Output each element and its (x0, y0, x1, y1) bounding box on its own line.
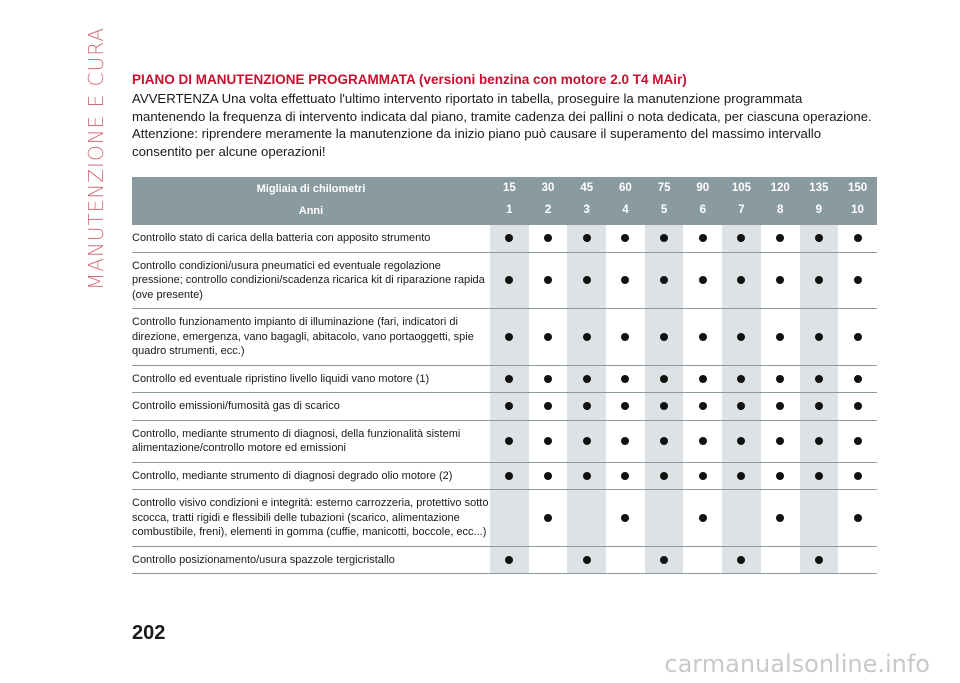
km-value: 75 (657, 182, 671, 194)
row-cell (645, 547, 684, 574)
table-body (132, 225, 877, 574)
check-dot-icon (699, 437, 707, 445)
row-cell (567, 547, 606, 574)
row-cell (683, 225, 722, 252)
row-cell (683, 366, 722, 393)
row-cell (722, 547, 761, 574)
check-dot-icon (621, 276, 629, 284)
check-dot-icon (660, 276, 668, 284)
check-dot-icon (699, 472, 707, 480)
check-dot-icon (737, 472, 745, 480)
check-dot-icon (621, 234, 629, 242)
check-dot-icon (660, 375, 668, 383)
row-cell (490, 463, 529, 490)
year-value: 8 (776, 204, 784, 216)
row-cell (800, 393, 839, 420)
row-cell (529, 253, 568, 309)
check-dot-icon (815, 402, 823, 410)
check-dot-icon (854, 276, 862, 284)
row-cell (800, 463, 839, 490)
row-cell (761, 309, 800, 365)
check-dot-icon (660, 556, 668, 564)
row-description: Controllo posizionamento/usura spazzole tergicristallo (132, 553, 395, 566)
row-cell (606, 547, 645, 574)
row-description: Controllo, mediante strumento di diagnosi, della funzionalità sistemi alimentazione/controllo motore ed emissioni (132, 427, 461, 454)
row-cell (645, 366, 684, 393)
year-value: 10 (851, 204, 864, 216)
check-dot-icon (737, 234, 745, 242)
header-column (529, 177, 568, 225)
row-cell (645, 393, 684, 420)
row-cell (800, 253, 839, 309)
row-cell (606, 463, 645, 490)
table-row (132, 309, 877, 366)
row-cell (722, 225, 761, 252)
year-value: 5 (660, 204, 668, 216)
warning-text: AVVERTENZA Una volta effettuato l'ultimo intervento riportato in tabella, proseguire la manutenzione programmata mantenendo la frequenza di intervento indicata dal piano, tramite cadenza dei pallini o nota dedicata, per ciascuna operazione. Attenzione: riprendere meramente la manutenzione da inizio piano può causare il superamento del massimo intervallo consentito per alcune operazioni! (132, 91, 872, 159)
row-cell (800, 309, 839, 365)
row-cell (567, 309, 606, 365)
check-dot-icon (583, 333, 591, 341)
check-dot-icon (544, 276, 552, 284)
row-cell (529, 366, 568, 393)
check-dot-icon (815, 472, 823, 480)
header-column (645, 177, 684, 225)
row-cell (567, 490, 606, 546)
row-description: Controllo, mediante strumento di diagnosi degrado olio motore (2) (132, 469, 453, 482)
row-cell (567, 463, 606, 490)
row-description: Controllo stato di carica della batteria con apposito strumento (132, 232, 431, 244)
header-years-label: Anni (298, 205, 324, 217)
row-cell (606, 393, 645, 420)
row-cell (838, 421, 877, 462)
check-dot-icon (776, 276, 784, 284)
check-dot-icon (660, 437, 668, 445)
check-dot-icon (505, 472, 513, 480)
row-cell (722, 366, 761, 393)
row-cell (567, 225, 606, 252)
row-cell (645, 421, 684, 462)
table-row (132, 421, 877, 463)
row-cell (761, 463, 800, 490)
check-dot-icon (815, 556, 823, 564)
check-dot-icon (699, 514, 707, 522)
header-column (683, 177, 722, 225)
check-dot-icon (583, 276, 591, 284)
page-heading: PIANO DI MANUTENZIONE PROGRAMMATA (versioni benzina con motore 2.0 T4 MAir) (132, 72, 687, 87)
row-cell (490, 366, 529, 393)
row-cell (529, 463, 568, 490)
row-cell (761, 225, 800, 252)
row-cell (529, 225, 568, 252)
km-value: 15 (502, 182, 516, 194)
row-cell (529, 547, 568, 574)
header-columns (490, 177, 877, 225)
row-cell (800, 225, 839, 252)
year-value: 9 (815, 204, 823, 216)
check-dot-icon (776, 402, 784, 410)
row-cell (529, 490, 568, 546)
km-value: 45 (580, 182, 594, 194)
row-cell (683, 309, 722, 365)
header-column (722, 177, 761, 225)
row-cell (683, 393, 722, 420)
table-header (132, 177, 877, 225)
watermark: carmanualsonline.info (664, 650, 930, 678)
row-cell (722, 393, 761, 420)
year-value: 3 (583, 204, 590, 216)
header-column (567, 177, 606, 225)
check-dot-icon (854, 514, 862, 522)
page-number: 202 (132, 622, 166, 644)
row-cell (838, 225, 877, 252)
km-value: 60 (619, 182, 632, 194)
check-dot-icon (544, 472, 552, 480)
table-row (132, 366, 877, 394)
row-cell (683, 547, 722, 574)
row-cell (838, 393, 877, 420)
check-dot-icon (776, 437, 784, 445)
km-value: 90 (696, 182, 710, 194)
check-dot-icon (621, 514, 629, 522)
row-cell (529, 421, 568, 462)
row-cell (800, 547, 839, 574)
check-dot-icon (544, 514, 552, 522)
row-cell (800, 421, 839, 462)
year-value: 2 (544, 204, 552, 216)
check-dot-icon (737, 276, 745, 284)
row-cell (683, 463, 722, 490)
check-dot-icon (621, 402, 629, 410)
header-column (838, 177, 877, 225)
table-row (132, 490, 877, 547)
check-dot-icon (737, 333, 745, 341)
check-dot-icon (544, 234, 552, 242)
check-dot-icon (505, 234, 513, 242)
check-dot-icon (776, 472, 784, 480)
check-dot-icon (505, 375, 513, 383)
row-cell (722, 463, 761, 490)
check-dot-icon (854, 437, 862, 445)
row-cell (838, 253, 877, 309)
check-dot-icon (776, 514, 784, 522)
row-cell (645, 309, 684, 365)
header-column (800, 177, 839, 225)
check-dot-icon (776, 234, 784, 242)
check-dot-icon (776, 333, 784, 341)
check-dot-icon (854, 375, 862, 383)
row-cell (567, 421, 606, 462)
row-cell (722, 309, 761, 365)
row-cell (490, 547, 529, 574)
header-column (490, 177, 529, 225)
row-cell (838, 463, 877, 490)
check-dot-icon (854, 234, 862, 242)
check-dot-icon (660, 234, 668, 242)
year-value: 1 (506, 204, 513, 216)
header-column (761, 177, 800, 225)
row-cell (683, 253, 722, 309)
check-dot-icon (815, 333, 823, 341)
row-cell (645, 463, 684, 490)
row-cell (529, 309, 568, 365)
check-dot-icon (583, 437, 591, 445)
row-description: Controllo ed eventuale ripristino livello liquidi vano motore (1) (132, 372, 430, 385)
row-cell (722, 490, 761, 546)
check-dot-icon (621, 333, 629, 341)
row-cell (722, 253, 761, 309)
section-title-vertical: MANUTENZIONE E CURA (84, 26, 108, 290)
check-dot-icon (583, 375, 591, 383)
table-row (132, 225, 877, 253)
row-cell (722, 421, 761, 462)
row-cell (606, 253, 645, 309)
row-cell (606, 490, 645, 546)
km-value: 30 (541, 182, 555, 194)
row-cell (490, 393, 529, 420)
row-cell (761, 490, 800, 546)
check-dot-icon (544, 375, 552, 383)
check-dot-icon (583, 234, 591, 242)
row-cell (800, 490, 839, 546)
check-dot-icon (815, 437, 823, 445)
row-cell (761, 393, 800, 420)
check-dot-icon (815, 375, 823, 383)
row-cell (838, 366, 877, 393)
check-dot-icon (776, 375, 784, 383)
check-dot-icon (505, 556, 513, 564)
check-dot-icon (505, 402, 513, 410)
check-dot-icon (621, 472, 629, 480)
check-dot-icon (737, 556, 745, 564)
check-dot-icon (583, 402, 591, 410)
row-cell (490, 421, 529, 462)
km-value: 105 (731, 182, 752, 194)
row-cell (490, 253, 529, 309)
year-value: 4 (622, 204, 629, 216)
row-cell (567, 253, 606, 309)
row-cell (800, 366, 839, 393)
check-dot-icon (737, 402, 745, 410)
check-dot-icon (660, 333, 668, 341)
check-dot-icon (815, 276, 823, 284)
check-dot-icon (660, 472, 668, 480)
table-row (132, 253, 877, 310)
table-row (132, 463, 877, 491)
check-dot-icon (505, 276, 513, 284)
check-dot-icon (815, 234, 823, 242)
row-cell (838, 309, 877, 365)
row-cell (761, 366, 800, 393)
year-value: 6 (699, 204, 706, 216)
check-dot-icon (583, 472, 591, 480)
check-dot-icon (854, 333, 862, 341)
check-dot-icon (544, 437, 552, 445)
year-value: 7 (738, 204, 745, 216)
table-row (132, 547, 877, 575)
check-dot-icon (505, 437, 513, 445)
row-cell (683, 421, 722, 462)
row-cell (567, 393, 606, 420)
row-cell (761, 421, 800, 462)
check-dot-icon (854, 472, 862, 480)
row-description: Controllo condizioni/usura pneumatici ed eventuale regolazione pressione; controllo condizioni/scadenza ricarica kit di riparazione rapida (ove presente) (132, 259, 485, 301)
row-cell (838, 547, 877, 574)
row-cell (529, 393, 568, 420)
check-dot-icon (544, 402, 552, 410)
check-dot-icon (699, 375, 707, 383)
row-cell (490, 225, 529, 252)
row-description: Controllo emissioni/fumosità gas di scarico (132, 400, 340, 412)
header-label (132, 177, 490, 225)
check-dot-icon (660, 402, 668, 410)
check-dot-icon (854, 402, 862, 410)
row-cell (683, 490, 722, 546)
row-cell (606, 225, 645, 252)
maintenance-table (132, 177, 877, 574)
row-cell (645, 225, 684, 252)
check-dot-icon (699, 276, 707, 284)
check-dot-icon (737, 375, 745, 383)
check-dot-icon (621, 375, 629, 383)
km-value: 120 (770, 182, 790, 194)
row-cell (567, 366, 606, 393)
header-km-label: Migliaia di chilometri (256, 183, 366, 195)
row-cell (606, 366, 645, 393)
check-dot-icon (621, 437, 629, 445)
row-cell (606, 309, 645, 365)
check-dot-icon (699, 402, 707, 410)
row-cell (761, 547, 800, 574)
check-dot-icon (699, 333, 707, 341)
table-row (132, 393, 877, 421)
row-cell (645, 490, 684, 546)
check-dot-icon (699, 234, 707, 242)
check-dot-icon (737, 437, 745, 445)
row-cell (761, 253, 800, 309)
row-cell (490, 490, 529, 546)
km-value: 150 (847, 182, 868, 194)
header-column (606, 177, 645, 225)
row-cell (490, 309, 529, 365)
check-dot-icon (544, 333, 552, 341)
row-cell (645, 253, 684, 309)
row-cell (838, 490, 877, 546)
km-value: 135 (809, 182, 829, 194)
check-dot-icon (583, 556, 591, 564)
row-description: Controllo visivo condizioni e integrità: esterno carrozzeria, protettivo sotto scocca, tratti rigidi e flessibili delle tubazioni (scarico, alimentazione combustibile, freni), elementi in gomma (cuffie, manicotti, boccole, ecc...) (132, 497, 489, 538)
check-dot-icon (505, 333, 513, 341)
row-cell (606, 421, 645, 462)
row-description: Controllo funzionamento impianto di illuminazione (fari, indicatori di direzione, emergenza, vano bagagli, abitacolo, vano portaoggetti, spie quadro strumenti, ecc.) (132, 316, 474, 357)
